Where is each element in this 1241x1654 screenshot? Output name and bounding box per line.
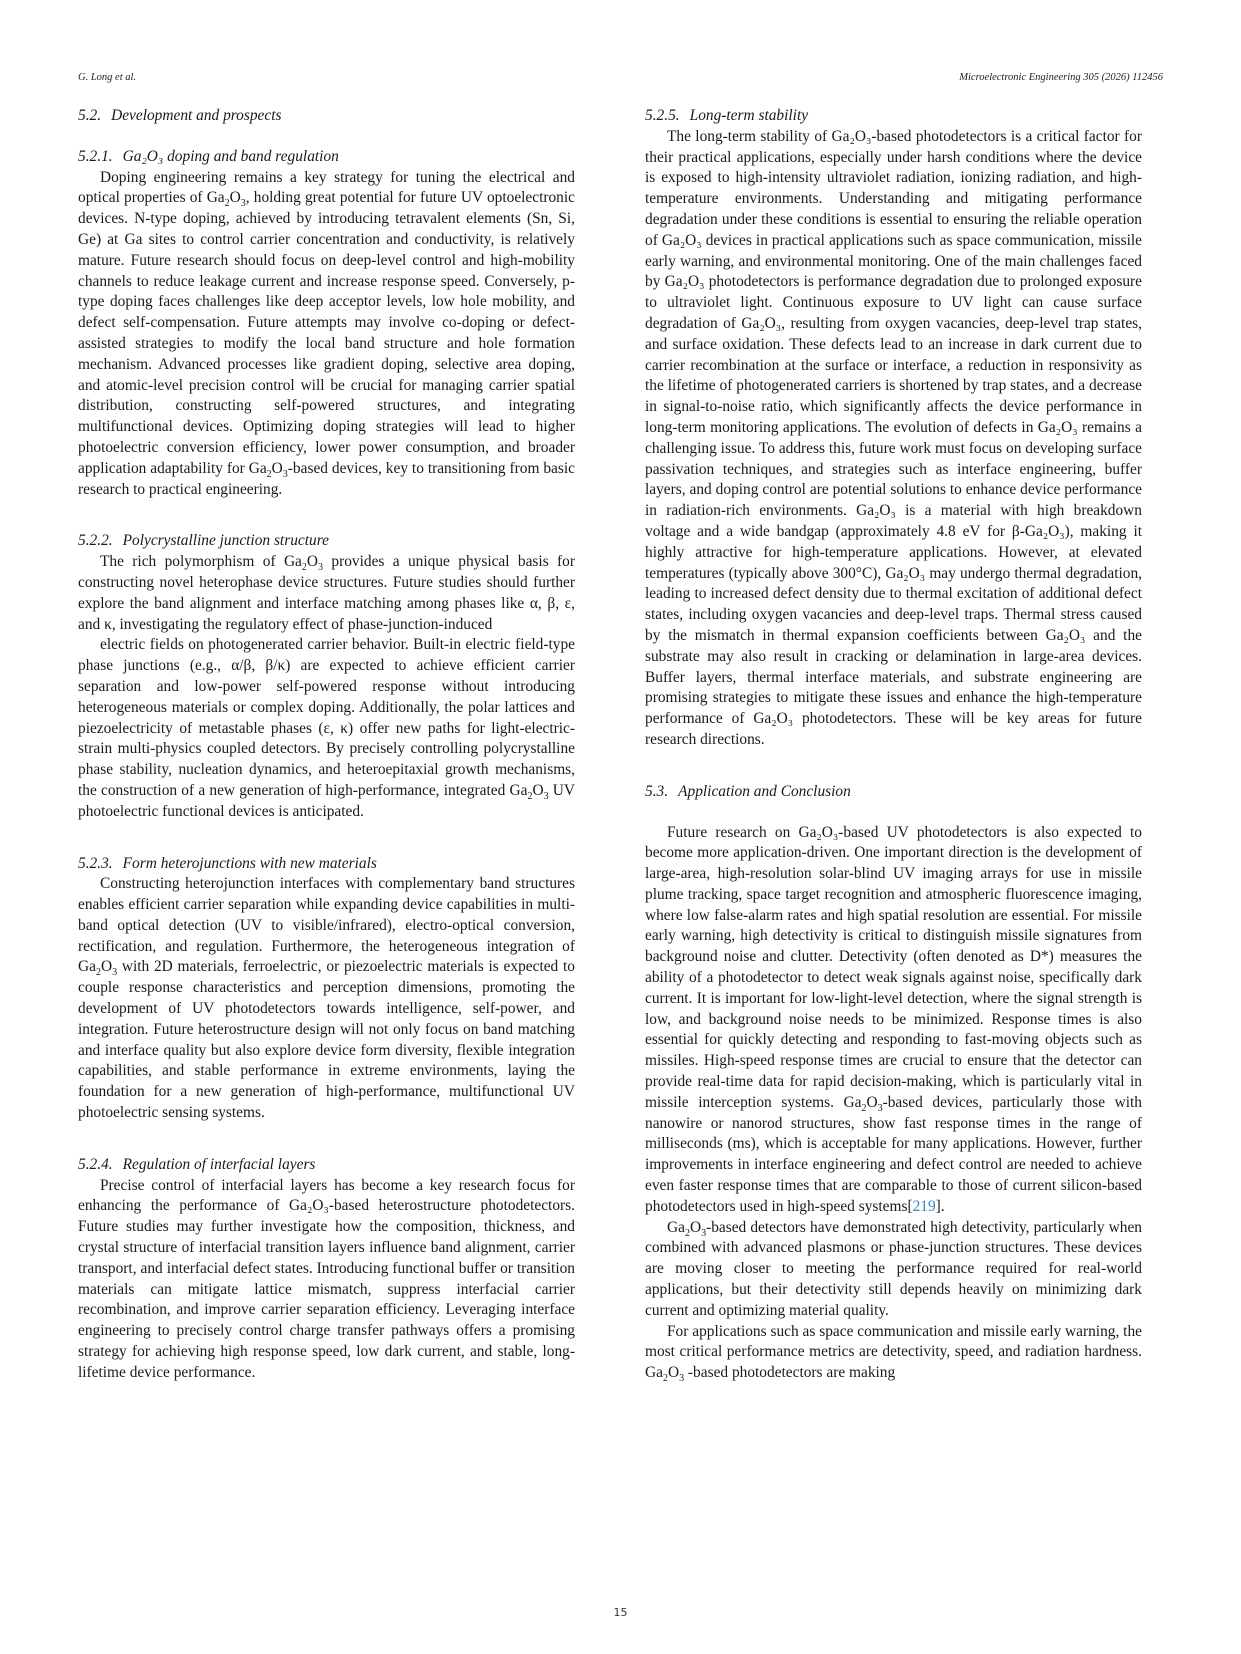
subscript: 2 [527,790,533,802]
subscript: 2 [684,1227,690,1239]
right-column [645,106,1142,1384]
text: -based detectors have demonstrated high detectivity, particularly when combined with advanced plasmons or phase-junction structures. These devices are moving closer to meeting the performance required for real-world applications, but their detectivity still depends heavily on minimizing dark current and optimizing material quality. [645,1218,1142,1319]
section-number: 5.2.5. [645,107,680,124]
section-number: 5.2.4. [78,1155,113,1173]
spacer [78,823,575,854]
text: O [866,1093,878,1111]
text: O [100,958,113,976]
subscript: 3 [877,1102,883,1114]
page-number: 15 [613,1606,628,1619]
paragraph: Precise control of interfacial layers has become a key research focus for enhancing the performance of Ga₂O₃-based heterostructure photodetectors. Future studies may further investigate how the composition, thickness, and crystal structure of interfacial transition layers influence band alignment, carrier transport, and interfacial defect states. Introducing functional buffer or transition materials can mitigate lattice mismatch, suppress interfacial carrier recombination, and improve carrier separation efficiency. Leveraging interface engineering to precisely control charge transfer pathways offers a promising strategy for achieving high response speed, low dark current, and stable, long-lifetime device performance. [78,1176,575,1381]
text: Ga [667,1218,685,1236]
text: O [306,553,319,571]
text: -based devices, key to transitioning from basic research to practical engineering. [78,459,575,498]
subscript: 2 [861,1102,867,1114]
paragraph [78,168,575,501]
text: Doping engineering remains a key strategy for tuning the electrical and optical properties of Ga [78,168,575,207]
text: Constructing heterojunction interfaces with complementary band structures enables efficient carrier separation while expanding device capabilities in multi-band optical detection (UV to visible/infrared), electro-optical conversion, rectification, and regulation. Furthermore, the heterogeneous integration of Ga [78,875,575,976]
section-number: 5.2. [78,107,102,124]
section-heading-5-2-2 [78,531,575,552]
subscript: 3 [282,468,288,480]
section-title: Form heterojunctions with new materials [122,854,377,872]
subscript: 2 [301,562,307,574]
subscript: 3 [112,967,118,979]
text: UV photoelectric functional devices is anticipated. [78,781,576,820]
citation-link[interactable]: 219 [912,1197,936,1215]
section-number: 5.2.1. [78,147,113,165]
spacer [645,751,1142,782]
text: with 2D materials, ferroelectric, or piezoelectric materials is expected to couple response characteristics and perception dimensions, promoting the development of UV photodetectors towards intelligence, self-power, and integration. Future heterostructure design will not only focus on band matching and interface quality but also explore device form diversity, flexible integration capabilities, and stable performance in extreme environments, laying the foundation for a new generation of high-performance, multifunctional UV photoelectric sensing systems. [78,958,575,1122]
subscript: 3 [240,198,246,210]
text: provides a unique physical basis for constructing novel heterophase device structures. Future studies should further explore the band alignment and interface matching among phases like α, β, ε, and κ, investigating the regulatory effect of phase-junction-induced [78,553,576,633]
subscript: 3 [543,790,549,802]
text: The rich polymorphism of Ga [100,553,302,571]
text: O [667,1364,680,1382]
spacer [78,1124,575,1155]
text: electric fields on photogenerated carrier behavior. Built-in electric field-type phase junctions (e.g., α/β, β/κ) are expected to achieve efficient carrier separation and low-power self-powered response without introducing heterogeneous materials or complex doping. Additionally, the polar lattices and piezoelectricity of metastable phases (ε, κ) offer new paths for light-electric-strain multi-physics coupled detectors. By precisely controlling polycrystalline phase stability, nucleation dynamics, and heteroepitaxial growth mechanisms, the construction of a new generation of high-performance, integrated Ga [78,636,575,799]
section-heading-5-2 [78,106,575,127]
text: Future research on Ga₂O₃-based UV photodetectors is also expected to become more application-driven. One important direction is the development of large-area, high-resolution solar-blind UV imaging arrays for use in missile plume tracking, space target recognition and atmospheric fluorescence imaging, where low false-alarm rates and high spatial resolution are essential. For missile early warning, high detectivity is critical to distinguish missile signatures from background noise and clutter. Detectivity (often denoted as D*) measures the ability of a photodetector to detect weak signals against noise, specifically dark current. It is important for low-light-level detection, where the signal strength is low, and background noise needs to be minimized. Response times is also essential for quickly detecting and responding to fast-moving objects such as missiles. High-speed response times are crucial to ensure that the detector can provide real-time data for rapid decision-making, which is particularly vital in missile interception systems. Ga [645,823,1142,1111]
text: O [532,781,544,799]
paragraph [645,1218,1142,1322]
subscript: 2 [95,967,101,979]
subscript: 3 [701,1227,707,1239]
text: -based photodetectors are making [684,1364,896,1382]
left-column [78,106,575,1384]
subscript: 2 [662,1373,668,1385]
section-number: 5.3. [645,782,669,800]
text: O [229,189,241,207]
paragraph [645,1322,1142,1384]
paragraph [78,635,575,822]
running-head-journal: Microelectronic Engineering 305 (2026) 112456 [959,72,1163,83]
text: O [689,1218,702,1236]
text: For applications such as space communication and missile early warning, the most critical performance metrics are detectivity, speed, and radiation hardness. Ga [645,1322,1142,1382]
paragraph [78,552,575,635]
section-heading-5-2-1 [78,147,575,168]
running-head-authors: G. Long et al. [78,72,137,83]
section-title: Application and Conclusion [678,782,851,800]
subscript: 2 [266,468,272,480]
subscript: 2 [224,198,230,210]
subscript: 3 [679,1373,685,1385]
section-title: Regulation of interfacial layers [122,1155,316,1173]
section-heading-5-3 [645,782,1142,803]
subscript: 3 [318,562,324,574]
paragraph: The long-term stability of Ga₂O₃-based photodetectors is a critical factor for their practical applications, especially under harsh conditions where the device is exposed to high-intensity ultraviolet radiation, ionizing radiation, and high-temperature environments. Understanding and mitigating performance degradation under these conditions is essential to ensuring the reliable operation of Ga₂O₃ devices in practical applications such as space communication, missile early warning, and environmental monitoring. One of the main challenges faced by Ga₂O₃ photodetectors is performance degradation due to prolonged exposure to ultraviolet light. Continuous exposure to UV light can cause surface degradation of Ga₂O₃, resulting from oxygen vacancies, deep-level trap states, and surface oxidation. These defects lead to an increase in dark current due to carrier recombination at the surface or interface, a reduction in responsivity as the lifetime of photogenerated carriers is shortened by trap states, and a decrease in signal-to-noise ratio, which significantly affects the device performance in long-term monitoring applications. The evolution of defects in Ga₂O₃ remains a challenging issue. To address this, future work must focus on developing surface passivation techniques, and strategies such as interface engineering, buffer layers, and doping control are potential solutions to enhance device performance in radiation-rich environments. Ga₂O₃ is a material with high breakdown voltage and a wide bandgap (approximately 4.8 eV for β-Ga₂O₃), making it highly attractive for high-temperature applications. However, at elevated temperatures (typically above 300°C), Ga₂O₃ may undergo thermal degradation, leading to increased defect density due to thermal excitation of additional defect states, including oxygen vacancies and deep-level traps. Thermal stress caused by the mismatch in thermal expansion coefficients between Ga₂O₃ and the substrate may also result in cracking or delamination in large-area devices. Buffer layers, thermal interface materials, and substrate engineering are promising strategies to mitigate these issues and enhance the high-temperature performance of Ga₂O₃ photodetectors. These will be key areas for future research directions. [645,127,1142,748]
section-heading-5-2-5 [645,106,1142,127]
text: O [271,459,283,477]
spacer [78,500,575,531]
section-title: Ga₂O₃ doping and band regulation [122,147,339,165]
section-title: Polycrystalline junction structure [122,532,329,550]
section-heading-5-2-3 [78,854,575,875]
section-number: 5.2.3. [78,854,113,872]
text: , holding great potential for future UV optoelectronic devices. N-type doping, achieved by introducing tetravalent elements (Sn, Si, Ge) at Ga sites to control carrier concentration and conductivity, is relatively mature. Future research should focus on deep-level control and high-mobility channels to reduce leakage current and increase response speed. Conversely, p-type doping faces challenges like deep acceptor levels, low hole mobility, and defect self-compensation. Future attempts may involve co-doping or defect-assisted strategies to modify the local band structure and hole formation mechanism. Advanced processes like gradient doping, selective area doping, and atomic-level precision control will be crucial for managing carrier spatial distribution, constructing self-powered structures, and integrating multifunctional devices. Optimizing doping strategies will lead to higher photoelectric conversion efficiency, lower power consumption, and broader application adaptability for Ga [78,189,575,477]
section-title: Long-term stability [689,107,809,124]
paragraph [78,874,575,1124]
paragraph [645,823,1142,1218]
section-number: 5.2.2. [78,532,113,550]
section-heading-5-2-4 [78,1155,575,1176]
text: -based devices, particularly those with nanowire or nanorod structures, show fast response times in the range of milliseconds (ms), which is acceptable for many applications. However, further improvements in interface engineering and defect control are needed to achieve even faster response times that are comparable to those of current silicon-based photodetectors used in high-speed systems[ [645,1093,1142,1215]
text: ]. [935,1197,945,1215]
section-title: Development and prospects [111,107,282,124]
